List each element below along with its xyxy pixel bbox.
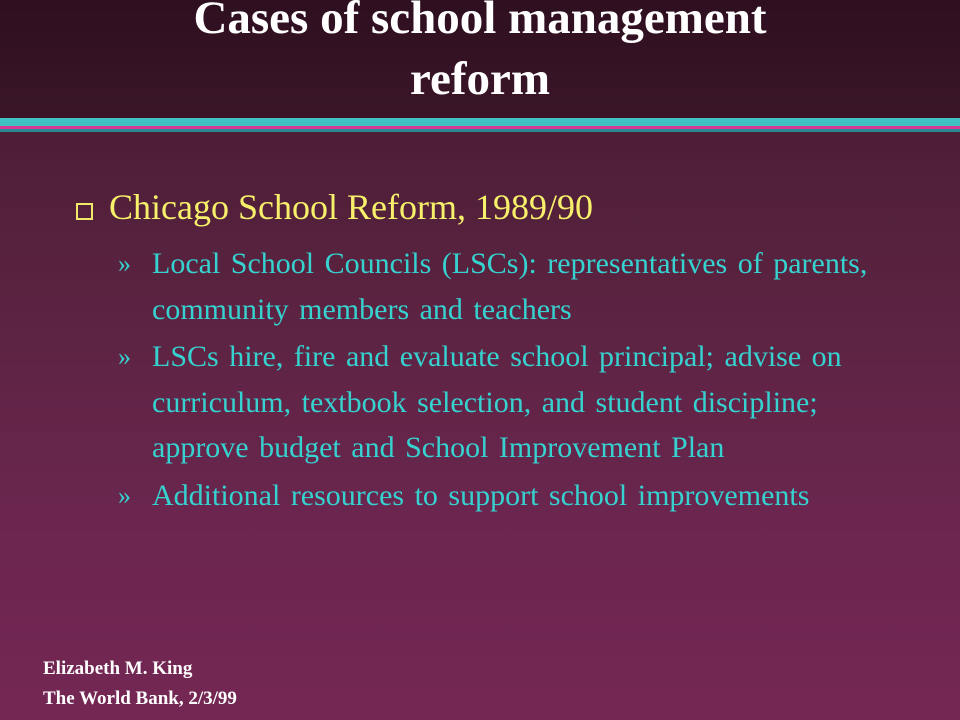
square-bullet-icon [76,203,93,220]
sub-bullet-item [118,241,908,332]
sub-bullet-text: Local School Councils (LSCs): representatives of parents, community members and teachers [152,247,868,326]
dark-teal-divider [0,129,960,132]
footer-credit [43,654,237,714]
title-band [0,0,960,118]
double-chevron-icon: » [118,249,131,278]
double-chevron-icon: » [118,342,131,371]
double-chevron-icon: » [118,480,131,510]
teal-divider [0,118,960,126]
main-bullet [76,184,916,230]
footer-author: Elizabeth M. King [43,658,193,679]
sub-bullet-text: Additional resources to support school improvements [152,478,810,512]
sub-bullet-item [118,334,908,471]
sub-bullet-item [118,473,908,519]
footer-org-date: The World Bank, 2/3/99 [43,688,237,709]
title-line-1: Cases of school management [193,0,767,44]
sub-bullet-text: LSCs hire, fire and evaluate school principal; advise on curriculum, textbook selection, and student discipline; approve budget and School Improvement Plan [152,340,842,464]
slide-title [0,0,960,110]
sub-bullet-list [118,241,908,520]
title-line-2: reform [409,53,551,105]
main-bullet-text: Chicago School Reform, 1989/90 [109,187,593,227]
